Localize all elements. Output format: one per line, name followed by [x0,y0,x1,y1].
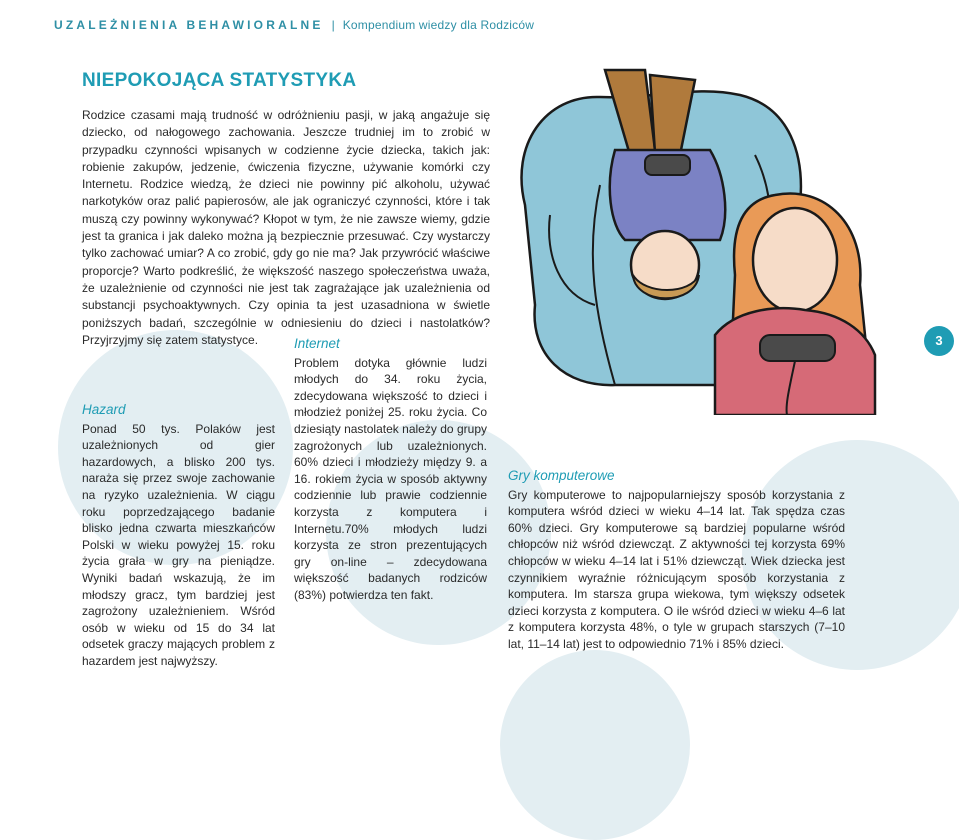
header-subtitle: Kompendium wiedzy dla Rodziców [342,18,535,32]
hazard-heading: Hazard [82,402,126,417]
section-title: NIEPOKOJĄCA STATYSTYKA [82,70,357,91]
page-number: 3 [924,326,954,356]
header-separator: | [331,18,335,32]
girl-controller [760,335,835,361]
header-brand: UZALEŻNIENIA BEHAWIORALNE [54,18,324,32]
children-gaming-illustration [505,55,885,415]
games-heading: Gry komputerowe [508,468,615,483]
games-text: Gry komputerowe to najpopularniejszy sposób korzystania z komputera wśród dzieci w wieku 4–14 lat. Tak spędza czas 60% dzieci. Gry komputerowe są bardziej popularne wśród chłopców niż wśród dziewcząt. Z aktywności tej korzysta 69% chłopców w wieku 4–14 lat i 51% dziewcząt. Wiek dziecka jest czynnikiem wyraźnie różnicującym sposób korzystania z komputera. Im starsza grupa wiekowa, tym większy odsetek dzieci korzysta z komputera. O ile wśród dzieci w wieku 4–6 lat z komputera korzysta 48%, o tyle w grupach starszych (7–10 lat, 11–14 lat) jest to odpowiednio 71% i 85% dzieci. [508,487,845,651]
decor-circle-bottom [500,650,690,840]
internet-text: Problem dotyka głównie ludzi młodych do 34. roku życia, zdecydowana większość to dzieci i młodzież poniżej 25. roku życia. Co dziesiąty nastolatek należy do grupy zagrożonych lub uzależnionych. 60% dzieci i młodzieży między 9. a 16. rokiem życia w sposób aktywny codziennie lub prawie codziennie korzysta z komputera i Internetu.70% młodych ludzi korzysta ze stron prezentujących gry on-line – zdecydowana większość badanych rodziców (83%) potwierdza ten fakt. [294,355,487,602]
internet-section [294,336,487,604]
games-section [508,468,845,653]
internet-heading: Internet [294,336,340,351]
intro-paragraph: Rodzice czasami mają trudność w odróżnieniu pasji, w jaką angażuje się dziecko, od nałogowego zachowania. Jeszcze trudniej im to zrobić w przypadku czynności wpisanych w codzienne życie dziecka, takich jak: robienie zakupów, jedzenie, ćwiczenia fizyczne, używanie komórki czy Internetu. Rodzice wiedzą, że dzieci nie powinny pić alkoholu, używać narkotyków oraz palić papierosów, ale jak ograniczyć czynności, które i tak muszą czy powinny wykonywać? Kłopot w tym, że nie zawsze wiemy, gdzie jest ta granica i jak daleko można ją bezpiecznie przesuwać. Czy wystarczy tylko zachować umiar? A co zrobić, gdy go nie ma? Jak przywrócić właściwe proporcje? Warto podkreślić, że większość naszego społeczeństwa uważa, że uzależnienie od czynności nie jest tak zagrażające jak uzależnienia od substancji psychoaktywnych. Czy opinia ta jest uzasadniona w świetle poniższych badań, szczególnie w odniesieniu do dzieci i nastolatków? Przyjrzyjmy się zatem statystyce. [82,108,490,347]
running-header [54,18,534,32]
hazard-text: Ponad 50 tys. Polaków jest uzależnionych od gier hazardowych, a blisko 200 tys. naraża się przez swoje zachowanie na ryzyko uzależnienia. W ciągu roku poprzedzającego badanie blisko jedna czwarta mieszkańców Polski w wieku powyżej 15. roku życia grała w gry na pieniądze. Wyniki badań wskazują, że im młodszy gracz, tym bardziej jest zagrożony uzależnieniem. Wśród osób w wieku od 15 do 34 lat odsetek graczy mających problem z hazardem jest najwyższy. [82,421,275,668]
boy-controller [645,155,690,175]
hazard-section [82,402,275,670]
girl-face [753,208,837,312]
